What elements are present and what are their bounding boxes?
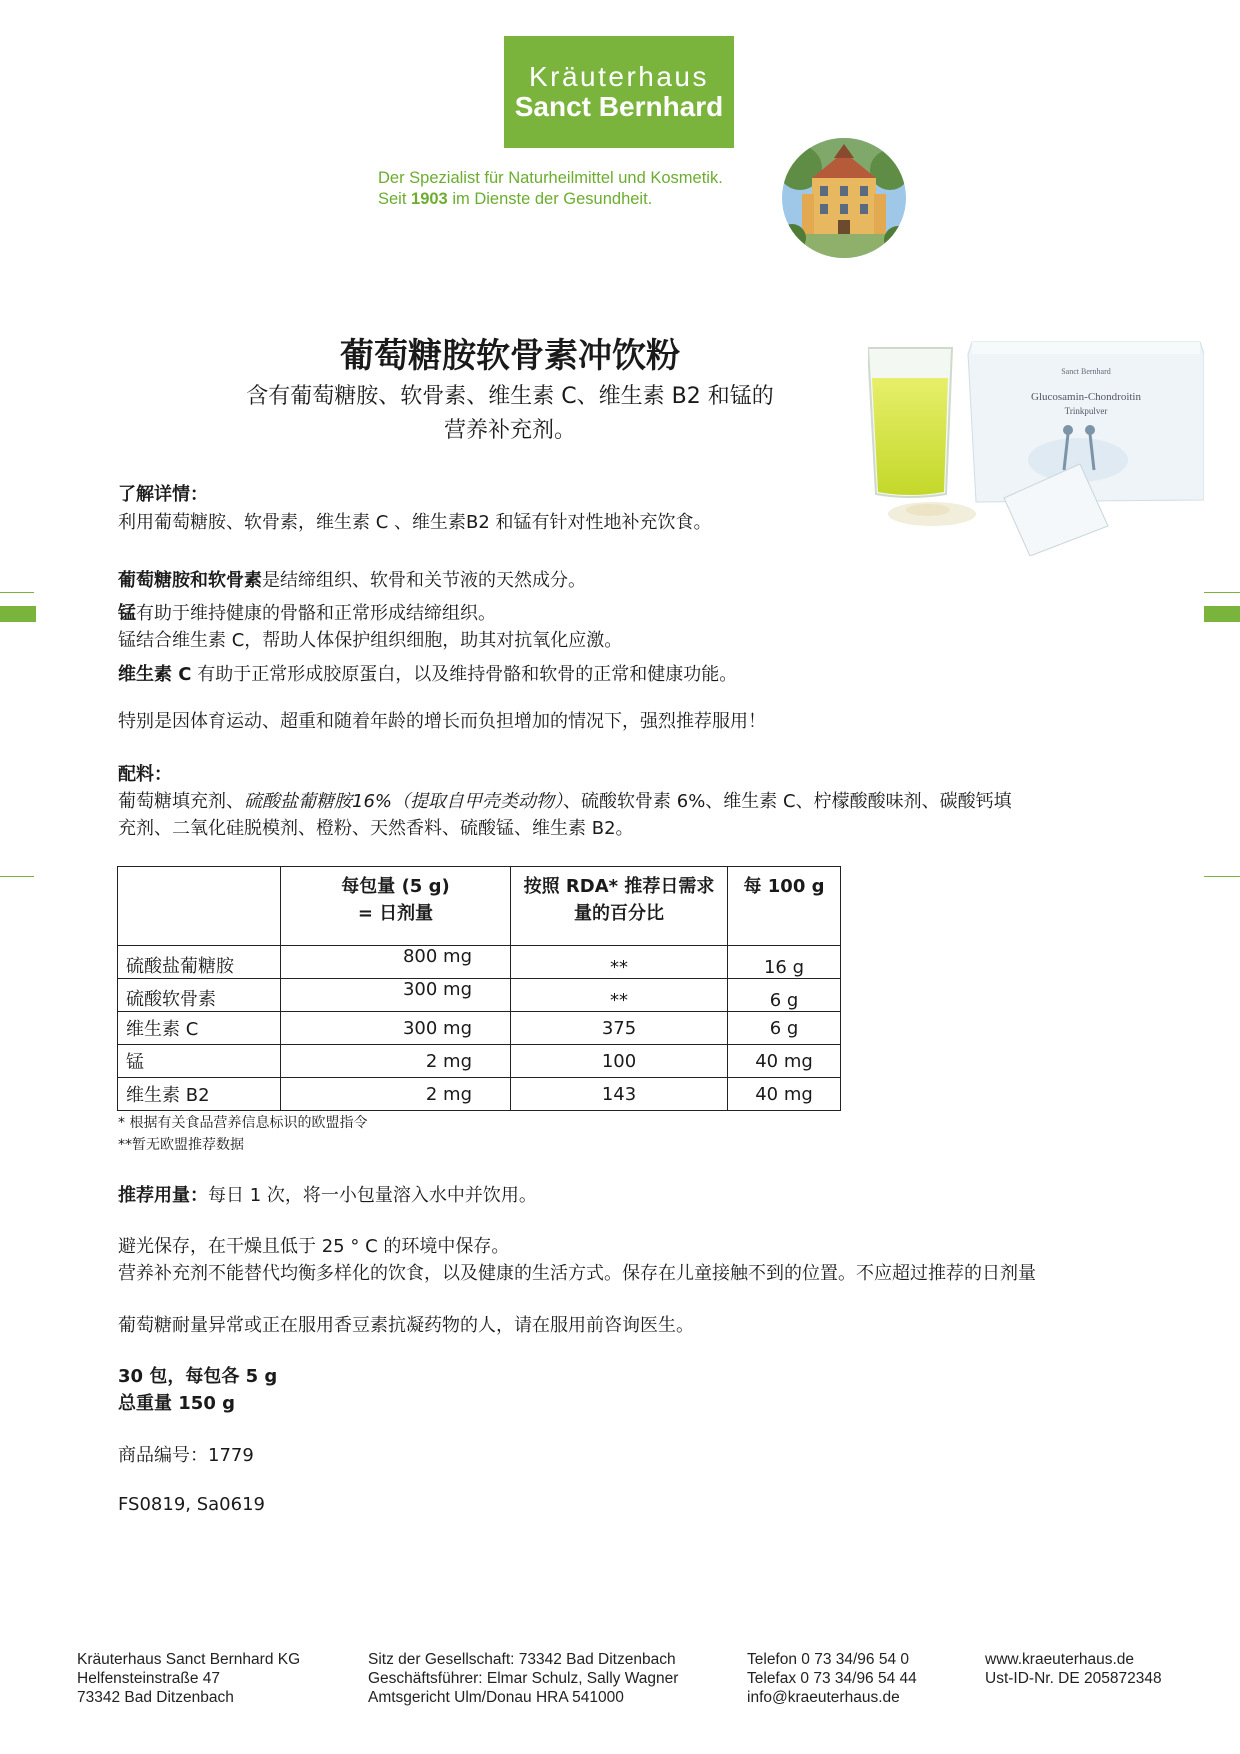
punch-mark-right [1204,876,1240,877]
subtitle-line1: 含有葡萄糖胺、软骨素、维生素 C、维生素 B2 和锰的 [246,384,774,409]
details-paragraph-1: 葡萄糖胺和软骨素是结缔组织、软骨和关节液的天然成分。 [118,570,586,591]
row-per-sachet: 2 mg [281,1078,511,1111]
brand-logo [504,36,734,148]
footer-contact [747,1650,917,1707]
table-header-rda: 按照 RDA* 推荐日需求 量的百分比 [511,867,728,946]
document-codes: FS0819, Sa0619 [118,1494,265,1515]
warning-text: 葡萄糖耐量异常或正在服用香豆素抗凝药物的人，请在服用前咨询医生。 [118,1315,694,1336]
ingredients-line2: 充剂、二氧化硅脱模剂、橙粉、天然香料、硫酸锰、维生素 B2。 [118,818,634,839]
row-per-100g: 40 mg [728,1045,841,1078]
row-rda: ** [511,979,728,1012]
row-per-100g: 16 g [728,946,841,979]
logo-line1: Kräuterhaus [528,61,710,92]
footer-vat-id: Ust-ID-Nr. DE 205872348 [985,1670,1162,1687]
row-per-100g: 6 g [728,1012,841,1045]
row-name: 硫酸盐葡糖胺 [118,946,281,979]
package-weight: 总重量 150 g [118,1393,235,1414]
footer-fax: Telefax 0 73 34/96 54 44 [747,1670,917,1687]
footer-email-link[interactable]: info@kraeuterhaus.de [747,1689,900,1706]
details-paragraph-5: 特别是因体育运动、超重和随着年龄的增长而负担增加的情况下，强烈推荐服用！ [118,711,766,732]
row-name: 硫酸软骨素 [118,979,281,1012]
tagline-line2: Seit 1903 im Dienste der Gesundheit. [378,190,653,208]
footer-phone: Telefon 0 73 34/96 54 0 [747,1651,910,1668]
row-name: 维生素 B2 [118,1078,281,1111]
row-rda: 143 [511,1078,728,1111]
storage-line1: 避光保存，在干燥且低于 25 ° C 的环境中保存。 [118,1236,510,1257]
ingredients-line1: 葡萄糖填充剂、硫酸盐葡糖胺16%（提取自甲壳类动物）、硫酸软骨素 6%、维生素 C、柠檬酸酸味剂、碳酸钙填 [118,791,1012,812]
nutrition-table [117,866,841,1111]
fold-mark-line-right [1204,592,1240,593]
box-brand: Sanct Bernhard [1061,367,1111,376]
table-row [118,1012,841,1045]
row-per-100g: 40 mg [728,1078,841,1111]
product-image [868,330,1204,556]
fold-mark-line-left [0,592,34,593]
table-header-per-sachet: 每包量 (5 g) = 日剂量 [281,867,511,946]
building-photo [782,138,906,258]
row-rda: 100 [511,1045,728,1078]
table-row [118,946,841,979]
tagline-year: 1903 [411,190,448,208]
footer-company [77,1650,300,1707]
footer-company-name: Kräuterhaus Sanct Bernhard KG [77,1651,301,1668]
product-subtitle [200,380,820,448]
row-per-100g: 6 g [728,979,841,1012]
storage-line2: 营养补充剂不能替代均衡多样化的饮食，以及健康的生活方式。保存在儿童接触不到的位置。不应超过推荐的日剂量 [118,1263,1036,1284]
row-rda: ** [511,946,728,979]
details-paragraph-2: 锰有助于维持健康的骨骼和正常形成结缔组织。 [118,603,496,624]
table-header-row [118,867,841,946]
footer-website-link[interactable]: www.kraeuterhaus.de [985,1651,1135,1668]
footer-web [985,1650,1162,1688]
footer-management: Geschäftsführer: Elmar Schulz, Sally Wagner [368,1670,679,1687]
box-name-line1: Glucosamin-Chondroitin [1031,391,1141,403]
punch-mark-left [0,876,34,877]
details-paragraph-4: 维生素 C 有助于正常形成胶原蛋白，以及维持骨骼和软骨的正常和健康功能。 [118,664,738,685]
footer-street: Helfensteinstraße 47 [77,1670,221,1687]
table-footnote-2: **暂无欧盟推荐数据 [118,1137,244,1153]
row-name: 维生素 C [118,1012,281,1045]
footer-seat: Sitz der Gesellschaft: 73342 Bad Ditzenbach [368,1651,676,1668]
details-paragraph-3: 锰结合维生素 C，帮助人体保护组织细胞，助其对抗氧化应激。 [118,630,623,651]
product-title: 葡萄糖胺软骨素冲饮粉 [340,336,680,376]
details-heading: 了解详情： [118,484,208,505]
table-header-per-100g: 每 100 g [728,867,841,946]
article-number: 商品编号：1779 [118,1445,254,1466]
logo-line2: Sanct Bernhard [514,91,724,122]
row-rda: 375 [511,1012,728,1045]
tagline-line1: Der Spezialist für Naturheilmittel und Kosmetik. [378,169,723,187]
footer-legal [368,1650,678,1707]
row-per-sachet: 300 mg [281,1012,511,1045]
table-row [118,1045,841,1078]
table-row [118,1078,841,1111]
fold-mark-right [1204,606,1240,622]
table-footnote-1: * 根据有关食品营养信息标识的欧盟指令 [118,1115,368,1131]
box-name-line2: Trinkpulver [1064,406,1108,416]
details-intro: 利用葡萄糖胺、软骨素，维生素 C 、维生素B2 和锰有针对性地补充饮食。 [118,512,712,533]
ingredients-heading: 配料： [118,764,172,785]
footer-city: 73342 Bad Ditzenbach [77,1689,234,1706]
row-per-sachet: 800 mg [281,946,511,979]
row-per-sachet: 2 mg [281,1045,511,1078]
usage: 推荐用量：每日 1 次，将一小包量溶入水中并饮用。 [118,1185,537,1206]
package-count: 30 包，每包各 5 g [118,1366,278,1387]
row-name: 锰 [118,1045,281,1078]
company-tagline [378,168,723,210]
row-per-sachet: 300 mg [281,979,511,1012]
fold-mark-left [0,606,36,622]
subtitle-line2: 营养补充剂。 [443,418,576,443]
footer-court: Amtsgericht Ulm/Donau HRA 541000 [368,1689,624,1706]
table-header-empty [118,867,281,946]
table-row [118,979,841,1012]
